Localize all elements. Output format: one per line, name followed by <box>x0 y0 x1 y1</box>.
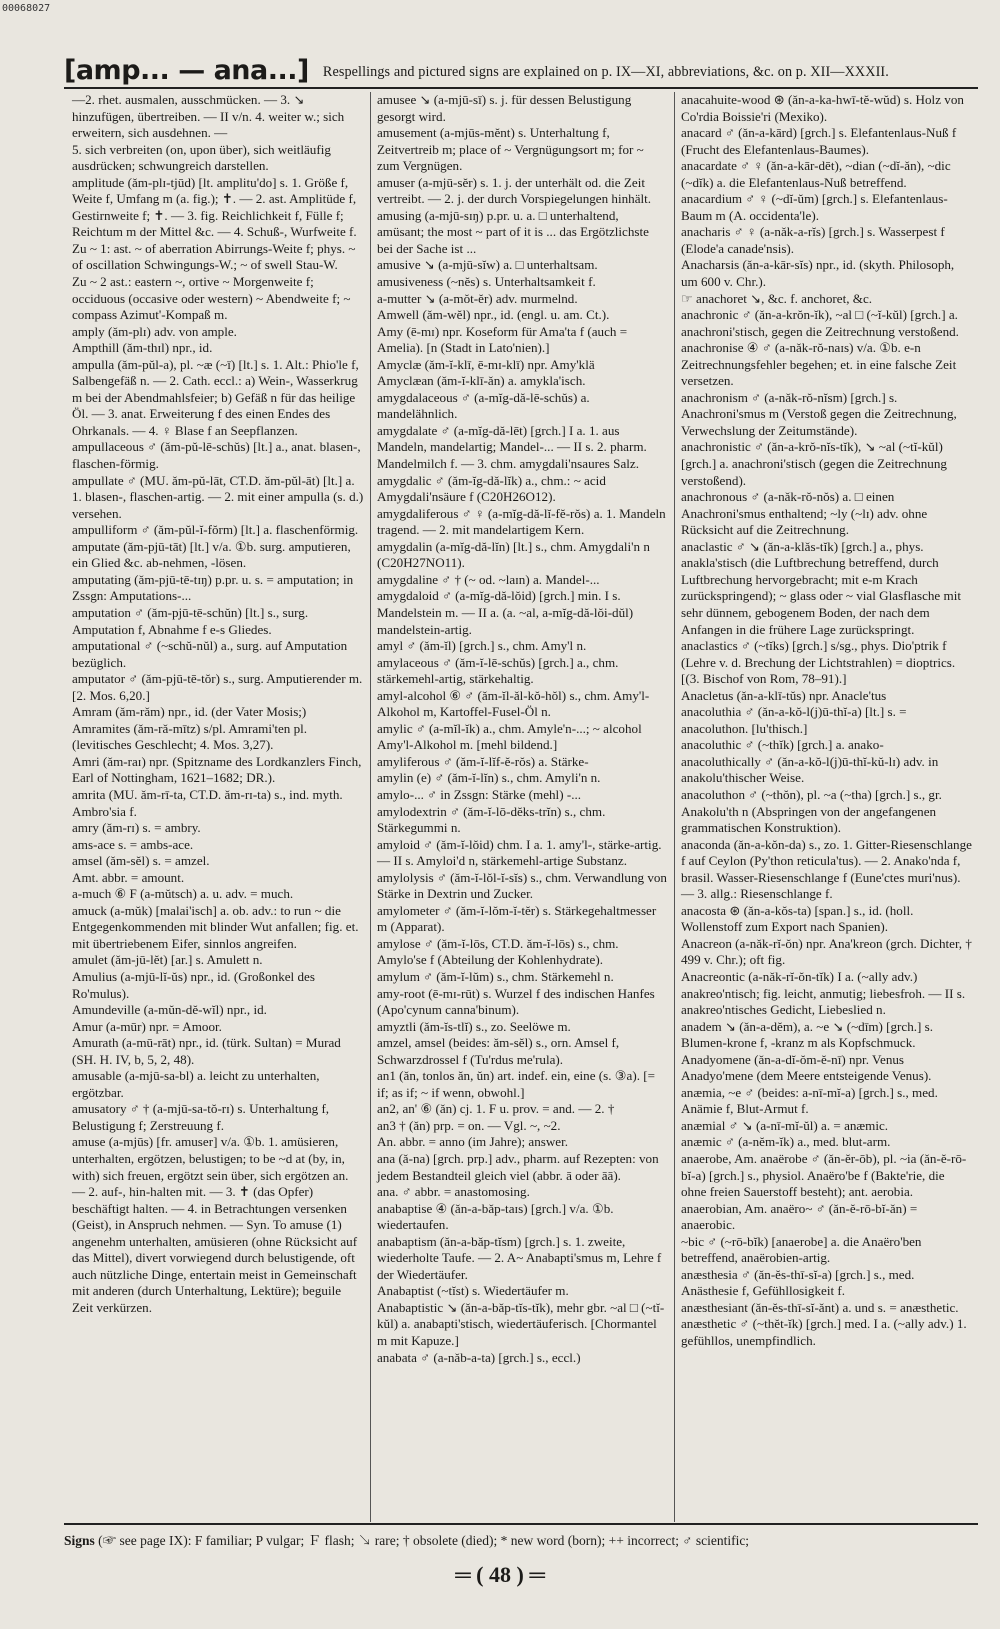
dictionary-entry: anæmial ♂ ↘ (a-nī-mĭ-ŭl) a. = anæmic. <box>681 1117 889 1133</box>
dictionary-entry: anachronous ♂ (a-nǎk-rŏ-nŏs) a. □ einen Anachroni'smus enthaltend; ~ly (~lɪ) adv. ohne Rücksicht auf die Zeitrechnung. <box>681 489 928 538</box>
dictionary-entry: anacardium ♂ ♀ (~dĭ-ŭm) [grch.] s. Elefantenlaus-Baum m (A. occidenta'le). <box>681 191 948 223</box>
dictionary-entry: amsel (ǎm-sĕl) s. = amzel. <box>72 853 210 869</box>
dictionary-entry: amylum ♂ (ǎm-ĭ-lŭm) s., chm. Stärkemehl n. <box>377 968 614 984</box>
dictionary-entry: ampullate ♂ (MU. ǎm-pŭ-lāt, CT.D. ǎm-pŭl-āt) [lt.] a. 1. blasen-, flaschen-artig. — 2. mit einer ampulla (s. d.) versehen. <box>72 472 364 521</box>
dictionary-entry: ana (ǎ-na) [grch. prp.] adv., pharm. auf Rezepten: von jedem Bestandteil gleich viel (abbr. ā oder āā). <box>377 1151 659 1183</box>
dictionary-entry: anachronise ④ ♂ (a-nǎk-rŏ-naɪs) v/a. ①b. e-n Zeitrechnungsfehler begehen; et. in eine falsche Zeit versetzen. <box>681 340 957 389</box>
dictionary-entry: amylaceous ♂ (ǎm-ĭ-lē-schŭs) [grch.] a., chm. stärkemehl-artig, stärkehaltig. <box>377 654 619 687</box>
dictionary-entry: amusing (a-mjū-sɪŋ) p.pr. u. a. □ unterhaltend, amüsant; the most ~ part of it is ... das Ergötzlichste bei der Sache ist ... <box>377 207 649 256</box>
dictionary-entry: anæsthesia ♂ (ǎn-ĕs-thī-sĭ-a) [grch.] s., med. Anästhesie f, Gefühllosigkeit f. <box>681 1266 915 1299</box>
dictionary-entry: Ampthill (ǎm-thɪl) npr., id. <box>72 340 213 356</box>
dictionary-entry: Anacreon (a-nǎk-rĭ-ŏn) npr. Ana'kreon (grch. Dichter, † 499 v. Chr.); oft fig. <box>681 935 972 968</box>
dictionary-entry: a-much ⑥ F (a-mŭtsch) a. u. adv. = much. <box>72 886 294 902</box>
dictionary-entry: Anabaptistic ↘ (ǎn-a-bǎp-tĭs-tĭk), mehr gbr. ~al □ (~tĭ-kŭl) a. anabapti'stisch, wiedertäuferisch. [Chormantel m mit Kapuze.] <box>377 1299 665 1349</box>
dictionary-entry: amylin (e) ♂ (ǎm-ĭ-lĭn) s., chm. Amyli'n n. <box>377 770 601 786</box>
dictionary-entry: amylo-... ♂ in Zssgn: Stärke (mehl) -... <box>377 786 582 802</box>
dictionary-entry: Anacharsis (ǎn-a-kār-sĭs) npr., id. (skyth. Philosoph, um 600 v. Chr.). <box>681 257 955 290</box>
dictionary-entry: Amyclæan (ǎm-ĭ-klī-ǎn) a. amykla'isch. <box>377 373 586 389</box>
dictionary-entry: anacoluthically ♂ (ǎn-a-kŏ-l(j)ū-thĭ-kŭ-lɪ) adv. in anakolu'thischer Weise. <box>681 753 939 786</box>
column-left <box>66 92 370 1522</box>
dictionary-entry: Anacreontic (a-nǎk-rĭ-ŏn-tĭk) I a. (~ally adv.) anakreo'ntisch; fig. leicht, anmutig; liebesfroh. — II s. anakreo'ntisches Gedicht, Liebeslied n. <box>681 968 966 1018</box>
dictionary-entry: anæmic ♂ (a-nĕm-ĭk) a., med. blut-arm. <box>681 1134 891 1150</box>
dictionary-entry: amuse (a-mjūs) [fr. amuser] v/a. ①b. 1. amüsieren, unterhalten, ergötzen, belustigen; to be ~d at (by, in, with) sich freuen, ergötzt sein über, sich ergötzen an. — 2. auf-, hin-halten mit. — 3. ✝ (das Opfer) beschäftigt halten. — 4. in Betrachtungen versenken (Geist), in Anspruch nehmen. — Syn. To amuse (1) angenehm unterhalten, amüsieren (ohne Rücksicht auf das Mittel), divert vorwiegend durch belustigende, oft auch nützliche Dinge, entertain meist in Gemeinschaft mit anderen (durch Unterhaltung, Lektüre); beguile Zeit verkürzen. <box>72 1134 358 1315</box>
dictionary-entry: anacoluthia ♂ (ǎn-a-kŏ-l(j)ū-thĭ-a) [lt.] s. = anacoluthon. [lu'thisch.] <box>681 704 907 736</box>
dictionary-entry: amusement (a-mjūs-mĕnt) s. Unterhaltung f, Zeitvertreib m; place of ~ Vergnügungsort m; for ~ zum Vergnügen. <box>377 125 644 174</box>
dictionary-entry: anabaptise ④ (ǎn-a-bǎp-taɪs) [grch.] v/a. ①b. wiedertaufen. <box>377 1200 614 1233</box>
dictionary-entry: Zu ~ 1: ast. ~ of aberration Abirrungs-Weite f; phys. ~ of oscillation Schwingungs-W.; ~ of swell Stau-W. <box>72 240 356 273</box>
dictionary-entry: amusive ↘ (a-mjū-sĭw) a. □ unterhaltsam. <box>377 257 598 273</box>
dictionary-entry: An. abbr. = anno (im Jahre); answer. <box>377 1134 569 1150</box>
dictionary-entry: amylolysis ♂ (ǎm-ĭ-lŏl-ĭ-sĭs) s., chm. Verwandlung von Stärke in Dextrin und Zucker. <box>377 869 667 902</box>
dictionary-entry: anaerobian, Am. anaëro~ ♂ (ǎn-ĕ-rō-bĭ-ǎn) = anaerobic. <box>681 1200 918 1233</box>
dictionary-entry: amygdalic ♂ (ǎm-ĭg-dǎ-lĭk) a., chm.: ~ acid Amygdali'nsäure f (C20H26O12). <box>377 472 606 505</box>
dictionary-entry: amygdalaceous ♂ (a-mĭg-dă-lē-schŭs) a. mandelähnlich. <box>377 389 590 422</box>
dictionary-entry: amusiveness (~nĕs) s. Unterhaltsamkeit f. <box>377 274 596 290</box>
dictionary-entry: Amyclæ (ǎm-ĭ-klī, ē-mɪ-klī) npr. Amy'klä <box>377 356 595 372</box>
dictionary-entry: an3 † (ǎn) prp. = on. — Vgl. ~, ~2. <box>377 1117 561 1133</box>
dictionary-entry: amusable (a-mjū-sa-bl) a. leicht zu unterhalten, ergötzbar. <box>72 1068 320 1100</box>
dictionary-entry: amy-root (ē-mɪ-rūt) s. Wurzel f des indischen Hanfes (Apo'cynum canna'binum). <box>377 985 655 1018</box>
dictionary-entry: Zu ~ 2 ast.: eastern ~, ortive ~ Morgenweite f; occiduous (occasive oder western) ~ Abendweite f; ~ compass Azimut'-Kompaß m. <box>72 274 351 323</box>
dictionary-entry: amulet (ǎm-jū-lĕt) [ar.] s. Amulett n. <box>72 952 263 968</box>
dictionary-columns <box>66 92 978 1522</box>
dictionary-entry: amuck (a-mŭk) [malai'isch] a. ob. adv.: to run ~ die Entgegenkommenden mit blinder Wut anfallen; fig. et. mit übertriebenem Eifer, sinnlos angreifen. <box>72 902 359 951</box>
dictionary-entry: Amt. abbr. = amount. <box>72 869 185 885</box>
dictionary-entry: amputator ♂ (ǎm-pjū-tē-tŏr) s., surg. Amputierender m. [2. Mos. 6,20.] <box>72 671 363 703</box>
page-number: ═ ( 48 ) ═ <box>455 1562 545 1587</box>
dictionary-entry: anacharis ♂ ♀ (a-nǎk-a-rĭs) [grch.] s. Wasserpest f (Elode'a canade'nsis). <box>681 224 945 256</box>
dictionary-entry: amyztli (ǎm-ĭs-tlĭ) s., zo. Seelöwe m. <box>377 1018 571 1034</box>
dictionary-entry: amylometer ♂ (ǎm-ĭ-lŏm-ĭ-tĕr) s. Stärkegehaltmesser m (Apparat). <box>377 902 657 935</box>
dictionary-entry: a-mutter ↘ (a-mŏt-ĕr) adv. murmelnd. <box>377 290 578 306</box>
dictionary-entry: ~bic ♂ (~rō-bĭk) [anaerobe] a. die Anaëro'ben betreffend, anaërobien-artig. <box>681 1233 922 1266</box>
dictionary-entry: amylodextrin ♂ (ǎm-ĭ-lō-dĕks-trĭn) s., chm. Stärkegummi n. <box>377 803 606 836</box>
dictionary-entry: anacoluthic ♂ (~thĭk) [grch.] a. anako- <box>681 737 884 753</box>
dictionary-entry: anæmia, ~e ♂ (beides: a-nī-mĭ-a) [grch.] s., med. Anämie f, Blut-Armut f. <box>681 1084 938 1117</box>
dictionary-entry: —2. rhet. ausmalen, ausschmücken. — 3. ↘ hinzufügen, übertreiben. — II v/n. 4. weiter w.; sich erweitern, sich ausdehnen. — <box>72 92 345 141</box>
dictionary-entry: amply (ǎm-plɪ) adv. von ample. <box>72 323 237 339</box>
dictionary-entry: ampullaceous ♂ (ǎm-pŭ-lē-schŭs) [lt.] a., anat. blasen-, flaschen-förmig. <box>72 439 361 472</box>
dictionary-entry: anæsthesiant (ǎn-ĕs-thī-sĭ-ǎnt) a. und s. = anæsthetic. <box>681 1299 959 1315</box>
dictionary-entry: Anabaptist (~tĭst) s. Wiedertäufer m. <box>377 1283 569 1299</box>
dictionary-entry: amyl ♂ (ǎm-ĭl) [grch.] s., chm. Amy'l n. <box>377 638 587 654</box>
dictionary-entry: Amundeville (a-mŭn-dĕ-wĭl) npr., id. <box>72 1002 267 1018</box>
signs-label: Signs <box>64 1533 95 1548</box>
dictionary-entry: amygdaloid ♂ (a-mĭg-dă-lŏid) [grch.] min. I s. Mandelstein m. — II a. (a. ~al, a-mĭg-dă-lŏi-dŭl) mandelstein-artig. <box>377 588 634 637</box>
dictionary-entry: amry (ǎm-rɪ) s. = ambry. <box>72 820 201 836</box>
dictionary-entry: anacardate ♂ ♀ (ǎn-a-kār-dēt), ~dian (~dĭ-ǎn), ~dic (~dĭk) a. die Elefantenlaus-Nuß betreffend. <box>681 158 951 190</box>
dictionary-entry: ams-ace s. = ambs-ace. <box>72 836 194 852</box>
dictionary-entry: Anacletus (ǎn-a-klī-tŭs) npr. Anacle'tus <box>681 687 887 703</box>
dictionary-entry: anaclastics ♂ (~tĭks) [grch.] s/sg., phys. Dio'ptrik f (Lehre v. d. Brechung der Lichtstrahlen) = dioptrics. [(3. Bischof von Rom, 78–91).] <box>681 638 956 687</box>
dictionary-entry: amylic ♂ (a-mĭl-ĭk) a., chm. Amyle'n-...; ~ alcohol Amy'l-Alkohol m. [mehl bildend.] <box>377 720 642 753</box>
dictionary-entry: amputational ♂ (~schŭ-nŭl) a., surg. auf Amputation bezüglich. <box>72 638 348 670</box>
dictionary-entry: amygdaliferous ♂ ♀ (a-mĭg-dă-lĭ-fĕ-rŏs) a. 1. Mandeln tragend. — 2. mit mandelartigem Kern. <box>377 505 666 538</box>
signs-legend <box>64 1523 978 1549</box>
dictionary-entry: an2, an' ⑥ (ǎn) cj. 1. F u. prov. = and. — 2. † <box>377 1101 615 1117</box>
dictionary-entry: anacard ♂ (ǎn-a-kārd) [grch.] s. Elefantenlaus-Nuß f (Frucht des Elefantenlaus-Baumes). <box>681 125 957 157</box>
dictionary-entry: Amur (a-mūr) npr. = Amoor. <box>72 1018 222 1034</box>
dictionary-entry: amygdalate ♂ (a-mĭg-dă-lēt) [grch.] I a. 1. aus Mandeln, mandelartig; Mandel-... — II s. 2. pharm. Mandelmilch f. — 3. chm. amygdali'nsaures Salz. <box>377 422 647 472</box>
dictionary-entry: anacoluthon ♂ (~thŏn), pl. ~a (~tha) [grch.] s., gr. Anakolu'th n (Abspringen von der angefangenen grammatischen Konstruktion). <box>681 786 942 836</box>
dictionary-entry: anachronic ♂ (ǎn-a-krŏn-ĭk), ~al □ (~ĭ-kŭl) [grch.] a. anachroni'stisch, gegen die Zeitrechnung verstoßend. <box>681 307 959 339</box>
dictionary-entry: amusee ↘ (a-mjū-sī) s. j. für dessen Belustigung gesorgt wird. <box>377 92 632 124</box>
dictionary-entry: amygdalin (a-mĭg-dă-lĭn) [lt.] s., chm. Amygdali'n n (C20H27NO11). <box>377 538 650 571</box>
dictionary-entry: amyl-alcohol ⑥ ♂ (ǎm-ĭl-ǎl-kŏ-hŏl) s., chm. Amy'l-Alkohol m, Kartoffel-Fusel-Öl n. <box>377 687 650 720</box>
dictionary-entry: Amramites (ǎm-rǎ-mītz) s/pl. Amrami'ten pl. (levitisches Geschlecht; 4. Mos. 3,27). <box>72 720 308 753</box>
dictionary-entry: amyloid ♂ (ǎm-ĭ-lŏid) chm. I a. 1. amy'l-, stärke-artig. — II s. Amyloi'd n, stärkemehl-artige Substanz. <box>377 836 662 869</box>
page-header <box>64 42 978 89</box>
dictionary-entry: Anadyomene (ǎn-a-dĭ-ŏm-ĕ-nī) npr. Venus Anadyo'mene (dem Meere entsteigende Venus). <box>681 1051 932 1084</box>
signs-text: (☞ see page IX): F familiar; P vulgar; Ｆ flash; ↘ rare; † obsolete (died); * new word (born); ++ incorrect; ♂ scientific; <box>98 1533 750 1548</box>
dictionary-entry: Amurath (a-mū-rāt) npr., id. (türk. Sultan) = Murad (SH. H. IV, b, 5, 2, 48). <box>72 1035 341 1067</box>
dictionary-entry: anacahuite-wood ⊛ (ǎn-a-ka-hwī-tĕ-wŭd) s. Holz von Co'rdia Boissie'ri (Mexiko). <box>681 92 964 124</box>
dictionary-entry: anaerobe, Am. anaërobe ♂ (ǎn-ĕr-ōb), pl. ~ia (ǎn-ĕ-rō-bĭ-a) [grch.] s., physiol. Anaëro'be f (Bakte'rie, die ohne freien Sauerstoff besteht); ant. aerobia. <box>681 1151 967 1200</box>
scan-id: 00068027 <box>2 3 51 14</box>
dictionary-entry: amygdaline ♂ † (~ od. ~laɪn) a. Mandel-... <box>377 571 600 587</box>
dictionary-entry: ampulliform ♂ (ǎm-pŭl-ĭ-fŏrm) [lt.] a. flaschenförmig. <box>72 522 359 538</box>
dictionary-entry: amrita (MU. ǎm-rī-ta, CT.D. ǎm-rɪ-ta) s., ind. myth. Ambro'sia f. <box>72 786 343 819</box>
dictionary-entry: anaconda (ǎn-a-kŏn-da) s., zo. 1. Gitter-Riesenschlange f auf Ceylon (Py'thon reticula'tus). — 2. Anako'nda f, brasil. Wasser-Riesenschlange f (Eune'ctes muri'nus). — 3. allg.: Riesenschlange f. <box>681 836 972 902</box>
dictionary-entry: amuser (a-mjū-sĕr) s. 1. j. der unterhält od. die Zeit vertreibt. — 2. j. der durch Vorspiegelungen hinhält. <box>377 174 652 207</box>
dictionary-entry: anaclastic ♂ ↘ (ǎn-a-klǎs-tĭk) [grch.] a., phys. anakla'stisch (die Luftbrechung betreffend, durch Luftbrechung hervorgebracht; mit e-m Krach zurückspringend); ~ glass oder ~ vial Glasflasche mit sehr dünnem, gebogenem Boden, der nach dem Anfangen in die frühere Lage zurückspringt. <box>681 538 961 637</box>
entry-range: [amp... — ana...] <box>64 55 309 86</box>
dictionary-entry: 5. sich verbreiten (on, upon über), sich weitläufig ausdrücken; schwungreich darstellen. <box>72 141 331 174</box>
dictionary-entry: anabata ♂ (a-nǎb-a-ta) [grch.] s., eccl.) <box>377 1349 581 1365</box>
dictionary-entry: anachronism ♂ (a-nǎk-rŏ-nĭsm) [grch.] s. Anachroni'smus m (Verstoß gegen die Zeitrechnung, Verwechslung der Zeitumstände). <box>681 389 957 438</box>
header-note: Respellings and pictured signs are explained on p. IX—XI, abbreviations, &c. on p. XII—XXXII. <box>322 64 889 80</box>
dictionary-entry: Amram (ǎm-rǎm) npr., id. (der Vater Mosis;) <box>72 704 307 720</box>
dictionary-entry: amusatory ♂ † (a-mjū-sa-tŏ-rɪ) s. Unterhaltung f, Belustigung f; Zerstreuung f. <box>72 1101 330 1133</box>
dictionary-entry: ana. ♂ abbr. = anastomosing. <box>377 1184 530 1200</box>
dictionary-entry: amzel, amsel (beides: ǎm-sĕl) s., orn. Amsel f, Schwarzdrossel f (Tu'rdus me'rula). <box>377 1035 620 1067</box>
dictionary-entry: Amulius (a-mjū-lĭ-ŭs) npr., id. (Großonkel des Ro'mulus). <box>72 968 315 1001</box>
dictionary-entry: an1 (ǎn, tonlos ăn, ŭn) art. indef. ein, eine (s. ③a). [= if; as if; ~ if wenn, obwohl.] <box>377 1068 655 1100</box>
dictionary-entry: Amwell (ǎm-wĕl) npr., id. (engl. u. am. Ct.). <box>377 307 610 323</box>
dictionary-entry: amplitude (ǎm-plɪ-tjūd) [lt. amplitu'do] s. 1. Größe f, Weite f, Umfang m (a. fig.); ✝. — 2. ast. Amplitüde f, Gestirnweite f; ✝. — 3. fig. Reichlichkeit f, Fülle f; Reichtum m der Mittel &c. — 4. Schuß-, Wurfweite f. <box>72 174 357 240</box>
dictionary-entry: amylose ♂ (ǎm-ĭ-lōs, CT.D. ǎm-ĭ-lōs) s., chm. Amylo'se f (Abteilung der Kohlenhydrate). <box>377 935 619 968</box>
dictionary-entry: ☞ anachoret ↘, &c. f. anchoret, &c. <box>681 290 873 306</box>
dictionary-entry: anadem ↘ (ǎn-a-dĕm), a. ~e ↘ (~dīm) [grch.] s. Blumen-krone f, -kranz m als Kopfschmuck. <box>681 1018 934 1051</box>
dictionary-entry: anacosta ⊛ (ǎn-a-kŏs-ta) [span.] s., id. (holl. Wollenstoff zum Export nach Spanien). <box>681 902 914 935</box>
column-right <box>674 92 978 1522</box>
dictionary-entry: anæsthetic ♂ (~thĕt-ĭk) [grch.] med. I a. (~ally adv.) 1. gefühllos, unempfindlich. <box>681 1316 967 1349</box>
dictionary-entry: amputation ♂ (ǎm-pjū-tē-schŭn) [lt.] s., surg. Amputation f, Abnahme f e-s Gliedes. <box>72 604 309 637</box>
dictionary-entry: amyliferous ♂ (ǎm-ĭ-lĭf-ĕ-rŏs) a. Stärke- <box>377 753 589 769</box>
dictionary-entry: amputate (ǎm-pjū-tāt) [lt.] v/a. ①b. surg. amputieren, ein Glied &c. ab-nehmen, -lösen. <box>72 538 351 571</box>
dictionary-entry: anachronistic ♂ (ǎn-a-krŏ-nĭs-tĭk), ↘ ~al (~tĭ-kŭl) [grch.] a. anachroni'stisch (gegen die Zeitrechnung verstoßend). <box>681 439 947 488</box>
dictionary-entry: Amy (ē-mɪ) npr. Koseform für Ama'ta f (auch = Amelia). [n (Stadt in Lato'nien).] <box>377 323 628 356</box>
dictionary-entry: ampulla (ǎm-pŭl-a), pl. ~æ (~ī) [lt.] s. 1. Alt.: Phio'le f, Salbengefäß n. — 2. Cath. eccl.: a) Wein-, Wasserkrug m bei der Abendmahlsfeier; b) Gefäß n für das heilige Öl. — 3. anat. Erweiterung f des einen Endes des Ohrkanals. — 4. ♀ Blase f an Seepflanzen. <box>72 356 359 438</box>
column-middle <box>370 92 674 1522</box>
dictionary-entry: Amri (ǎm-raɪ) npr. (Spitzname des Lordkanzlers Finch, Earl of Nottingham, 1621–1682; DR.). <box>72 753 362 786</box>
dictionary-entry: amputating (ǎm-pjū-tē-tɪŋ) p.pr. u. s. = amputation; in Zssgn: Amputations-... <box>72 571 354 604</box>
dictionary-entry: anabaptism (ǎn-a-bǎp-tĭsm) [grch.] s. 1. zweite, wiederholte Taufe. — 2. A~ Anabapti'smus m, Lehre f der Wiedertäufer. <box>377 1233 662 1282</box>
